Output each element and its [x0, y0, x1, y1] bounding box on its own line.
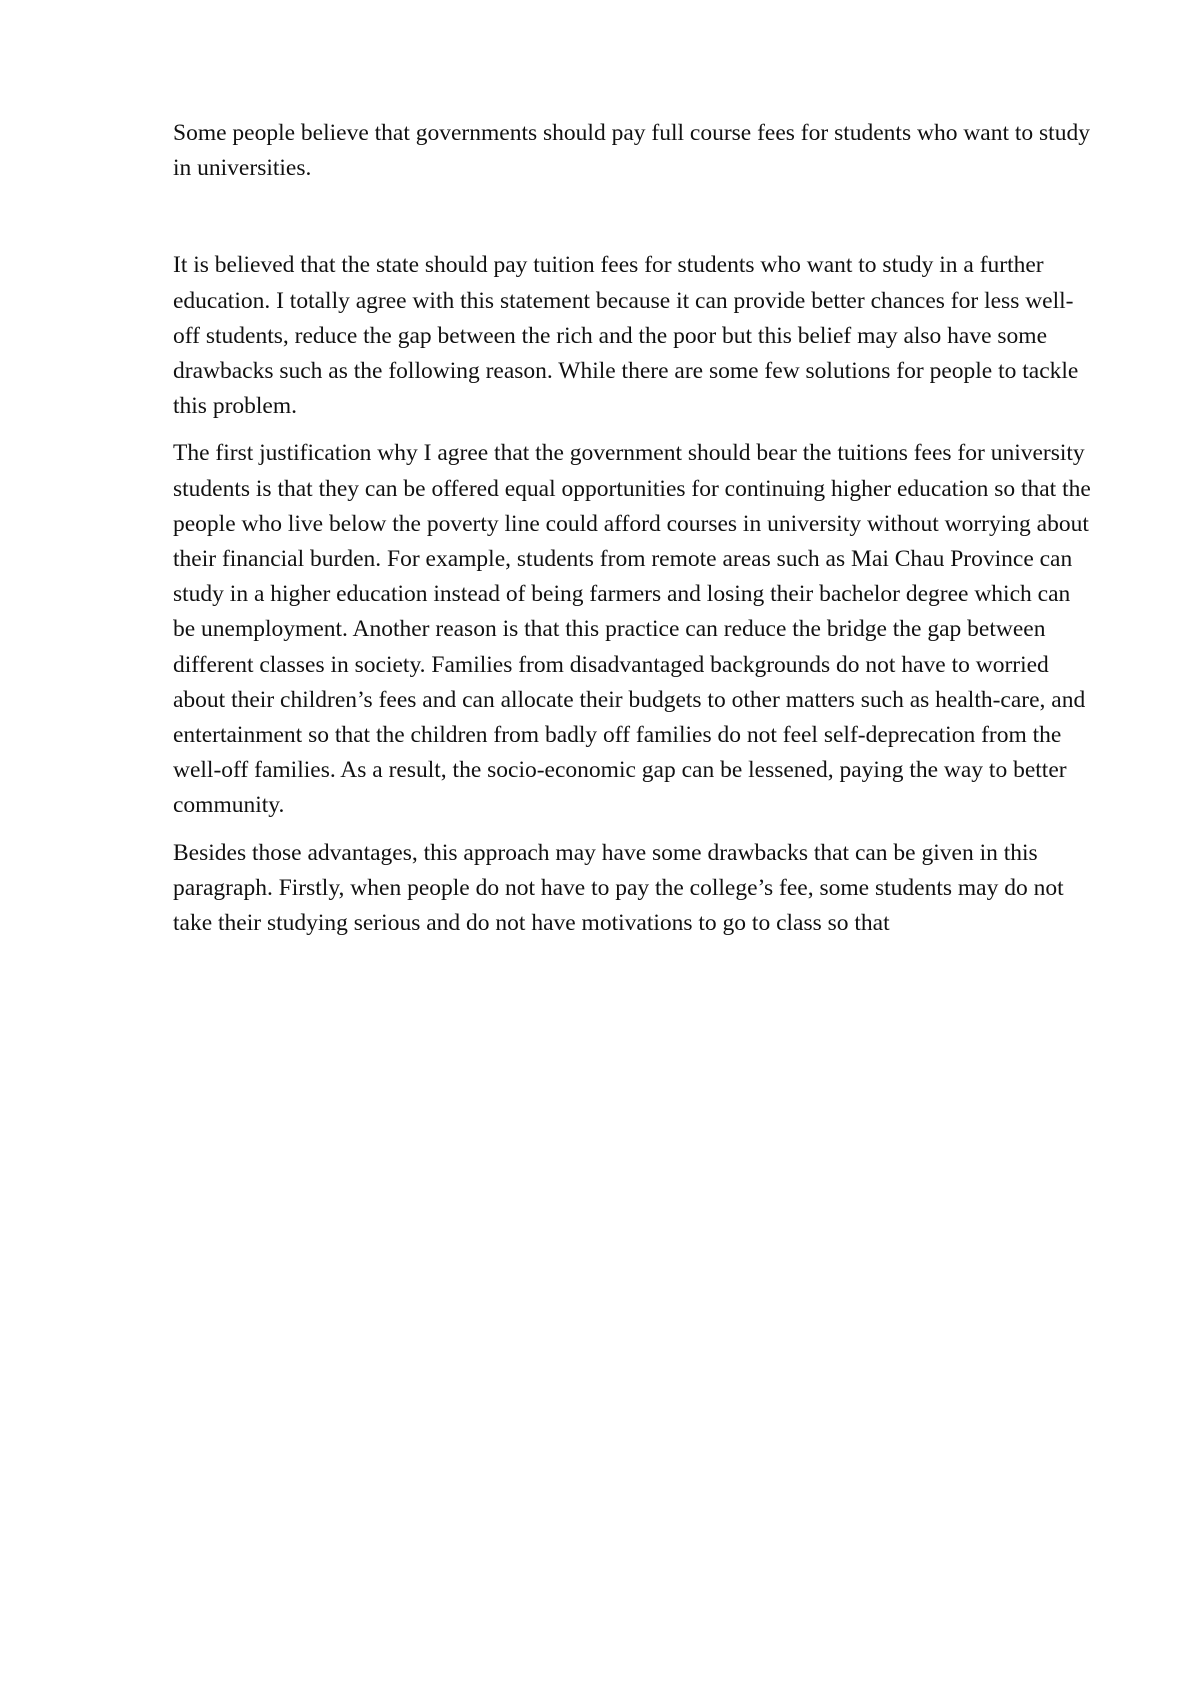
- paragraph-advantages: The first justification why I agree that the government should bear the tuitions fees for university students is that they can be offered equal opportunities for continuing higher education so that the people who live below the poverty line could afford courses in university without worrying about their financial burden. For example, students from remote areas such as Mai Chau Province can study in a higher education instead of being farmers and losing their bachelor degree which can be unemployment. Another reason is that this practice can reduce the bridge the gap between different classes in society. Families from disadvantaged backgrounds do not have to worried about their children’s fees and can allocate their budgets to other matters such as health-care, and entertainment so that the children from badly off families do not feel self-deprecation from the well-off families. As a result, the socio-economic gap can be lessened, paying the way to better community.: [173, 440, 1091, 819]
- paragraph-introduction: It is believed that the state should pay tuition fees for students who want to study in a further education. I totally agree with this statement because it can provide better chances for less well-off students, reduce the gap between the rich and the poor but this belief may also have some drawbacks such as the following reason. While there are some few solutions for people to tackle this problem.: [173, 252, 1079, 420]
- paragraph-drawbacks: Besides those advantages, this approach may have some drawbacks that can be given in this paragraph. Firstly, when people do not have to pay the college’s fee, some students may do not take their studying serious and do not have motivations to go to class so that: [173, 839, 1064, 937]
- essay-prompt: Some people believe that governments should pay full course fees for students who want to study in universities.: [173, 120, 1090, 182]
- document-body: [173, 116, 1093, 953]
